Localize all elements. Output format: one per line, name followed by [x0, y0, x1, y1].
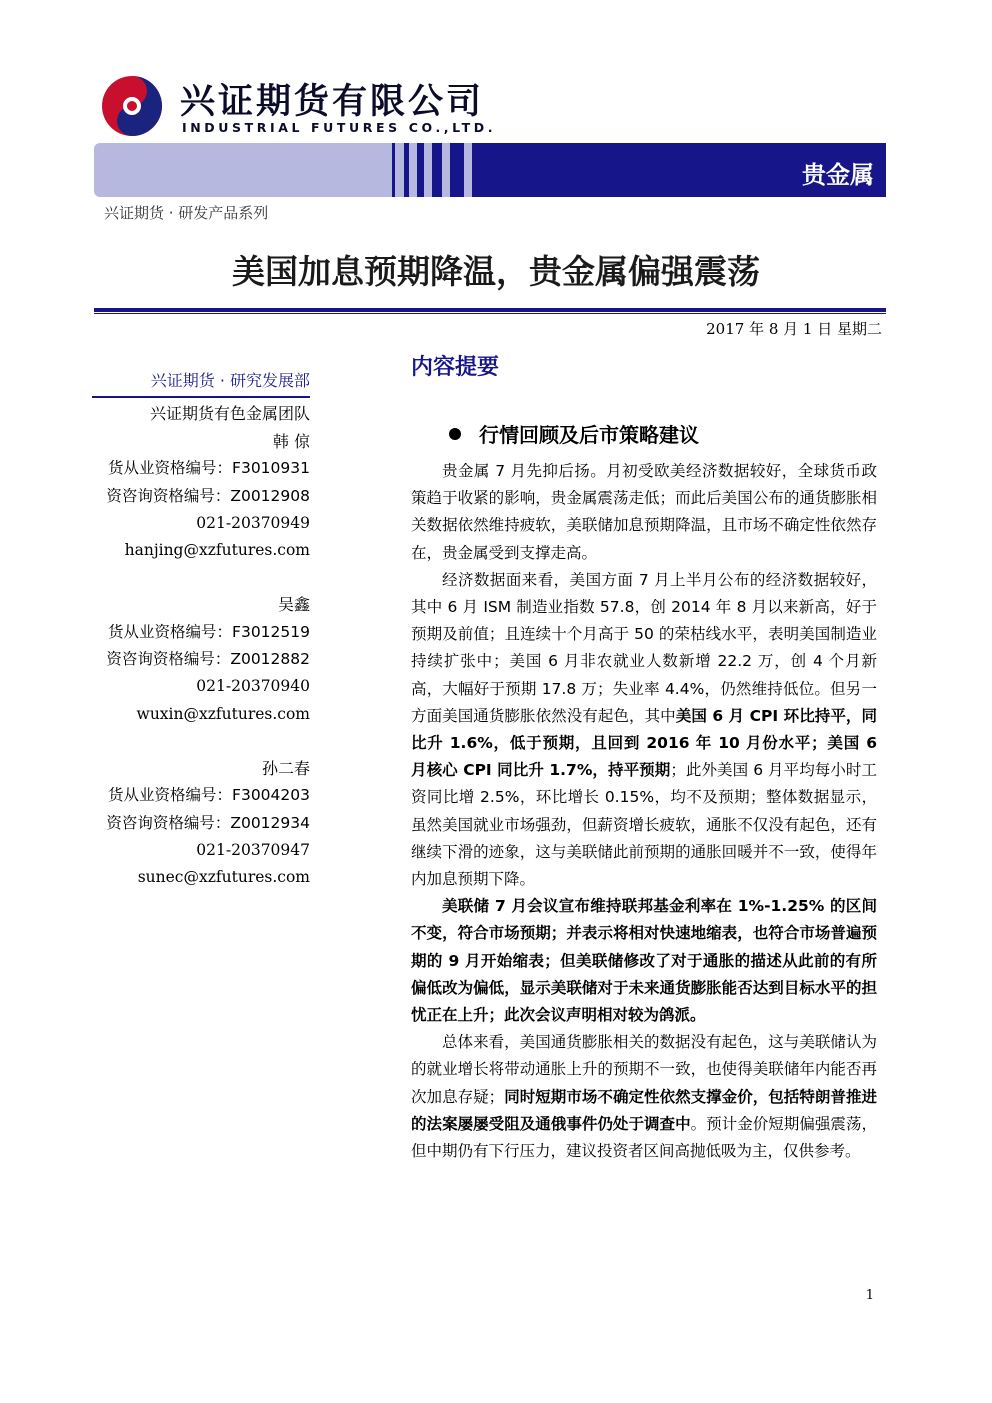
analyst-name: 韩 倞 [272, 432, 310, 451]
category-banner [94, 143, 886, 197]
analyst-email[interactable]: hanjing@xzfutures.com [124, 541, 310, 560]
title-rule [94, 308, 886, 312]
analyst-cert-consult: 资咨询资格编号：Z0012934 [106, 813, 310, 832]
analyst-sidebar [92, 368, 310, 891]
analyst-cert-consult: 资咨询资格编号：Z0012908 [106, 486, 310, 505]
company-logo-icon [100, 74, 164, 138]
company-name-cn: 兴证期货有限公司 [180, 82, 485, 122]
paragraph-text: 总体来看，美国通货膨胀相关的数据没有起色，这与美联储认为的就业增长将带动通胀上升的预期不一致，也使得美联储年内能否再次加息存疑； [411, 1033, 877, 1106]
analyst-cert-futures: 货从业资格编号：F3004203 [108, 786, 310, 805]
paragraph-economic-data [411, 567, 877, 893]
paragraph-emphasis: 同时短期市场不确定性依然支撑金价，包括特朗普推进的法案屡屡受阻及通俄事件仍处于调查中 [411, 1087, 877, 1133]
analyst-email[interactable]: wuxin@xzfutures.com [136, 704, 310, 723]
paragraph-fed-meeting: 美联储 7 月会议宣布维持联邦基金利率在 1%-1.25% 的区间不变，符合市场预期；并表示将相对快速地缩表，也符合市场普遍预期的 9 月开始缩表；但美联储修改了对于通胀的描述从此前的有所偏低改为偏低，显示美联储对于未来通货膨胀能否达到目标水平的担忧正在上升；此次会议声明相对较为鸽派。 [411, 897, 877, 1025]
banner-stripes [384, 143, 504, 197]
paragraph-text: 。预计金价短期偏强震荡，但中期仍有下行压力，建议投资者区间高抛低吸为主，仅供参考。 [411, 1114, 877, 1161]
bullet-icon [449, 428, 461, 440]
paragraph-text: 经济数据面来看，美国方面 7 月上半月公布的经济数据较好，其中 6 月 ISM 制造业指数 57.8，创 2014 年 8 月以来新高，好于预期及前值；且连续十个月高于 50 的荣枯线水平，表明美国制造业持续扩张中；美国 6 月非农就业人数新增 22.2 万，创 4 个月新高，大幅好于预期 17.8 万；失业率 4.4%，仍然维持低位。但另一方面美国通货膨胀依然没有起色，其中 [411, 570, 877, 725]
company-name-en: INDUSTRIAL FUTURES CO.,LTD. [182, 120, 497, 135]
analyst-phone: 021-20370940 [196, 677, 310, 696]
summary-paragraphs [411, 458, 877, 1165]
section-title: 内容提要 [411, 355, 500, 380]
bullet-heading: 行情回顾及后市策略建议 [479, 423, 699, 447]
analyst-cert-futures: 货从业资格编号：F3010931 [108, 459, 310, 478]
banner-light-segment [94, 143, 384, 197]
analyst-phone: 021-20370947 [196, 840, 310, 859]
report-date: 2017 年 8 月 1 日 星期二 [706, 320, 882, 338]
analyst-email[interactable]: sunec@xzfutures.com [137, 868, 310, 887]
bullet-heading-row [411, 419, 877, 448]
company-logo [100, 70, 580, 142]
analyst-cert-futures: 货从业资格编号：F3012519 [108, 622, 310, 641]
title-rule-thin [94, 313, 886, 314]
paragraph-text: ；此外美国 6 月平均每小时工资同比增 2.5%，环比增长 0.15%，均不及预期；整体数据显示，虽然美国就业市场强劲，但薪资增长疲软，通胀不仅没有起色，还有继续下滑的迹象，这与美联储此前预期的通胀回暖并不一致，使得年内加息预期下降。 [411, 761, 878, 889]
analyst-cert-consult: 资咨询资格编号：Z0012882 [106, 650, 310, 669]
paragraph-overview: 贵金属 7 月先抑后扬。月初受欧美经济数据较好，全球货币政策趋于收紧的影响，贵金属震荡走低；而此后美国公布的通货膨胀相关数据依然维持疲软，美联储加息预期降温，且市场不确定性依然存在，贵金属受到支撑走高。 [411, 462, 877, 562]
analyst-name: 孙二春 [261, 758, 310, 778]
report-title: 美国加息预期降温，贵金属偏强震荡 [232, 252, 760, 291]
paragraph-conclusion [411, 1029, 877, 1165]
department-name: 兴证期货 · 研究发展部 [92, 368, 310, 398]
analyst-name: 吴鑫 [277, 595, 310, 615]
main-content [411, 350, 877, 1165]
paragraph-emphasis: 美国 6 月 CPI 环比持平，同比升 1.6%，低于预期，且回到 2016 年 10 月份水平；美国 6 月核心 CPI 同比升 1.7%，持平预期 [411, 706, 877, 780]
page-number: 1 [865, 1288, 874, 1303]
analyst-phone: 021-20370949 [196, 513, 310, 532]
category-label: 贵金属 [802, 161, 874, 189]
team-name: 兴证期货有色金属团队 [149, 404, 310, 423]
banner-dark-segment [504, 143, 886, 197]
series-name: 兴证期货 · 研发产品系列 [104, 204, 269, 222]
